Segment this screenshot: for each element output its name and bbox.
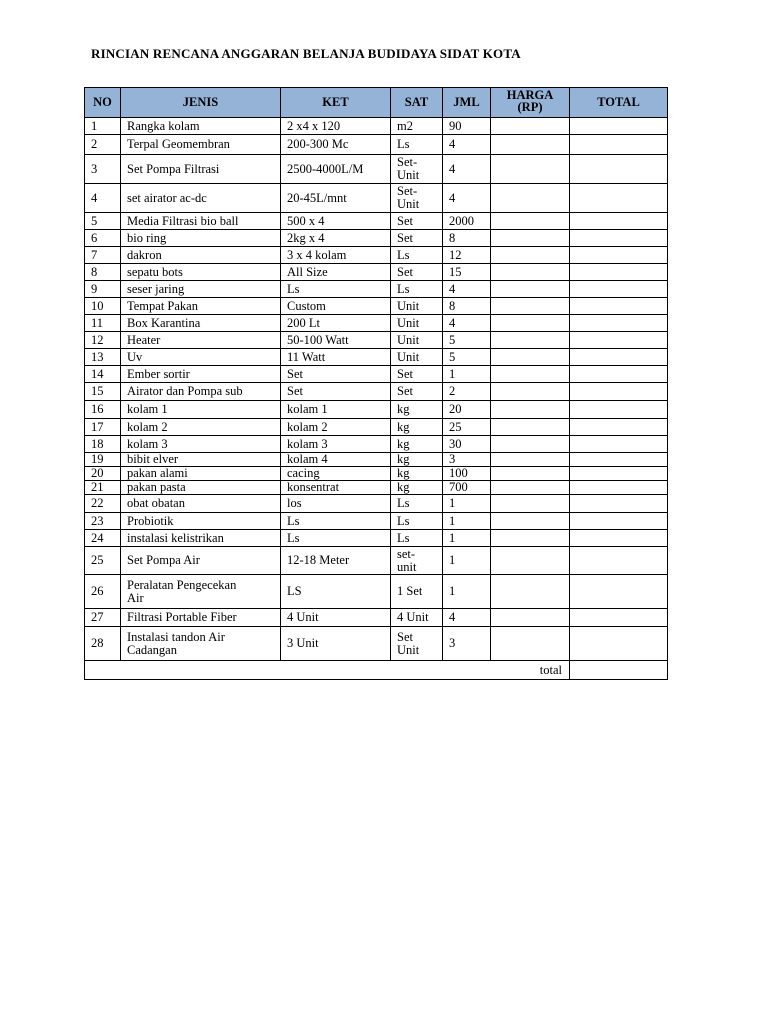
cell-jenis: set airator ac-dc [121, 184, 281, 213]
cell-harga[interactable] [491, 547, 570, 575]
table-row [85, 184, 668, 213]
total-label: total [85, 661, 570, 680]
cell-harga[interactable] [491, 575, 570, 609]
cell-harga[interactable] [491, 530, 570, 547]
cell-jml: 4 [443, 155, 491, 184]
cell-total[interactable] [570, 366, 668, 383]
cell-harga[interactable] [491, 315, 570, 332]
cell-total[interactable] [570, 247, 668, 264]
table-row [85, 366, 668, 383]
table-row [85, 230, 668, 247]
cell-harga[interactable] [491, 383, 570, 401]
cell-jml: 100 [443, 467, 491, 481]
header-harga-line2: (RP) [517, 100, 543, 114]
cell-sat: 1 Set [391, 575, 443, 609]
cell-total[interactable] [570, 436, 668, 453]
cell-jenis: sepatu bots [121, 264, 281, 281]
cell-jml: 20 [443, 401, 491, 419]
cell-total[interactable] [570, 155, 668, 184]
cell-harga[interactable] [491, 213, 570, 230]
cell-sat: set- unit [391, 547, 443, 575]
cell-harga[interactable] [491, 332, 570, 349]
cell-jenis: Box Karantina [121, 315, 281, 332]
cell-sat: Set [391, 230, 443, 247]
cell-total[interactable] [570, 298, 668, 315]
cell-harga[interactable] [491, 467, 570, 481]
cell-total[interactable] [570, 530, 668, 547]
cell-no: 5 [85, 213, 121, 230]
page-title: RINCIAN RENCANA ANGGARAN BELANJA BUDIDAYA SIDAT KOTA [91, 46, 521, 61]
table-row [85, 436, 668, 453]
header-no: NO [85, 88, 121, 118]
cell-sat: Unit [391, 298, 443, 315]
cell-jenis: Instalasi tandon Air Cadangan [121, 627, 281, 661]
cell-no: 8 [85, 264, 121, 281]
cell-jenis: dakron [121, 247, 281, 264]
budget-table [84, 87, 668, 680]
cell-total[interactable] [570, 627, 668, 661]
cell-ket: konsentrat [281, 481, 391, 495]
cell-harga[interactable] [491, 118, 570, 135]
cell-sat: Set- Unit [391, 184, 443, 213]
table-row [85, 627, 668, 661]
cell-no: 27 [85, 609, 121, 627]
cell-jenis: Peralatan Pengecekan Air [121, 575, 281, 609]
cell-jml: 12 [443, 247, 491, 264]
cell-ket: 200 Lt [281, 315, 391, 332]
cell-no: 2 [85, 135, 121, 155]
cell-jenis: kolam 3 [121, 436, 281, 453]
cell-total[interactable] [570, 184, 668, 213]
cell-jml: 1 [443, 547, 491, 575]
cell-jenis: Set Pompa Filtrasi [121, 155, 281, 184]
cell-jenis: Terpal Geomembran [121, 135, 281, 155]
cell-harga[interactable] [491, 155, 570, 184]
cell-jenis: Airator dan Pompa sub [121, 383, 281, 401]
table-row [85, 349, 668, 366]
cell-no: 17 [85, 419, 121, 436]
header-harga [491, 88, 570, 118]
cell-no: 3 [85, 155, 121, 184]
cell-total[interactable] [570, 230, 668, 247]
table-row [85, 383, 668, 401]
table-row [85, 467, 668, 481]
cell-total[interactable] [570, 547, 668, 575]
cell-sat: Set [391, 213, 443, 230]
cell-ket: 2 x4 x 120 [281, 118, 391, 135]
cell-jenis: kolam 1 [121, 401, 281, 419]
cell-jml: 2 [443, 383, 491, 401]
cell-harga[interactable] [491, 401, 570, 419]
cell-jml: 4 [443, 609, 491, 627]
cell-no: 16 [85, 401, 121, 419]
cell-total[interactable] [570, 575, 668, 609]
cell-jenis: bibit elver [121, 453, 281, 467]
cell-sat: Ls [391, 247, 443, 264]
cell-sat: Unit [391, 332, 443, 349]
cell-jenis: pakan pasta [121, 481, 281, 495]
cell-total[interactable] [570, 401, 668, 419]
cell-total[interactable] [570, 513, 668, 530]
cell-sat: kg [391, 401, 443, 419]
header-ket: KET [281, 88, 391, 118]
cell-jenis: Heater [121, 332, 281, 349]
cell-ket: Custom [281, 298, 391, 315]
cell-total[interactable] [570, 264, 668, 281]
cell-ket: los [281, 495, 391, 513]
cell-harga[interactable] [491, 481, 570, 495]
cell-no: 26 [85, 575, 121, 609]
cell-sat: Ls [391, 513, 443, 530]
cell-sat: Ls [391, 530, 443, 547]
cell-ket: 11 Watt [281, 349, 391, 366]
cell-harga[interactable] [491, 247, 570, 264]
table-row [85, 118, 668, 135]
table-row [85, 547, 668, 575]
cell-sat: Ls [391, 495, 443, 513]
cell-sat: Set- Unit [391, 155, 443, 184]
cell-harga[interactable] [491, 349, 570, 366]
cell-no: 21 [85, 481, 121, 495]
cell-no: 7 [85, 247, 121, 264]
header-jenis: JENIS [121, 88, 281, 118]
cell-jml: 1 [443, 366, 491, 383]
cell-jenis: Set Pompa Air [121, 547, 281, 575]
cell-jml: 1 [443, 530, 491, 547]
cell-sat: kg [391, 436, 443, 453]
cell-no: 6 [85, 230, 121, 247]
table-row [85, 609, 668, 627]
cell-harga[interactable] [491, 627, 570, 661]
cell-ket: 3 Unit [281, 627, 391, 661]
cell-harga[interactable] [491, 495, 570, 513]
cell-jenis: bio ring [121, 230, 281, 247]
table-header-row [85, 88, 668, 118]
cell-sat: Unit [391, 349, 443, 366]
cell-jml: 4 [443, 135, 491, 155]
cell-total[interactable] [570, 281, 668, 298]
cell-sat: Set [391, 383, 443, 401]
cell-jenis: kolam 2 [121, 419, 281, 436]
cell-no: 20 [85, 467, 121, 481]
cell-no: 10 [85, 298, 121, 315]
cell-sat: Set [391, 366, 443, 383]
cell-harga[interactable] [491, 281, 570, 298]
cell-ket: Ls [281, 281, 391, 298]
cell-total[interactable] [570, 495, 668, 513]
cell-jenis: Ember sortir [121, 366, 281, 383]
cell-harga[interactable] [491, 436, 570, 453]
cell-ket: kolam 4 [281, 453, 391, 467]
cell-harga[interactable] [491, 230, 570, 247]
cell-jenis: obat obatan [121, 495, 281, 513]
cell-sat: Unit [391, 315, 443, 332]
cell-no: 23 [85, 513, 121, 530]
table-row [85, 481, 668, 495]
total-row [85, 661, 668, 680]
cell-ket: 50-100 Watt [281, 332, 391, 349]
cell-total[interactable] [570, 213, 668, 230]
cell-jenis: Media Filtrasi bio ball [121, 213, 281, 230]
cell-jml: 700 [443, 481, 491, 495]
cell-ket: 2kg x 4 [281, 230, 391, 247]
cell-jenis: Probiotik [121, 513, 281, 530]
cell-sat: Ls [391, 281, 443, 298]
cell-harga[interactable] [491, 419, 570, 436]
cell-sat: kg [391, 419, 443, 436]
cell-no: 9 [85, 281, 121, 298]
header-jml: JML [443, 88, 491, 118]
cell-harga[interactable] [491, 184, 570, 213]
cell-no: 13 [85, 349, 121, 366]
cell-total[interactable] [570, 349, 668, 366]
cell-jenis: pakan alami [121, 467, 281, 481]
cell-no: 1 [85, 118, 121, 135]
cell-jenis: Filtrasi Portable Fiber [121, 609, 281, 627]
header-harga-line1: HARGA [506, 88, 554, 102]
table-row [85, 453, 668, 467]
cell-sat: m2 [391, 118, 443, 135]
cell-no: 22 [85, 495, 121, 513]
cell-total[interactable] [570, 481, 668, 495]
cell-ket: cacing [281, 467, 391, 481]
cell-ket: kolam 3 [281, 436, 391, 453]
cell-harga[interactable] [491, 609, 570, 627]
cell-jml: 90 [443, 118, 491, 135]
table-row [85, 401, 668, 419]
cell-no: 15 [85, 383, 121, 401]
cell-harga[interactable] [491, 135, 570, 155]
table-row [85, 332, 668, 349]
header-sat: SAT [391, 88, 443, 118]
cell-jml: 25 [443, 419, 491, 436]
cell-no: 28 [85, 627, 121, 661]
cell-jenis: seser jaring [121, 281, 281, 298]
cell-jml: 5 [443, 349, 491, 366]
cell-no: 11 [85, 315, 121, 332]
table-row [85, 530, 668, 547]
cell-no: 19 [85, 453, 121, 467]
table-row [85, 281, 668, 298]
cell-sat: Ls [391, 135, 443, 155]
cell-sat: 4 Unit [391, 609, 443, 627]
cell-ket: 20-45L/mnt [281, 184, 391, 213]
cell-total[interactable] [570, 609, 668, 627]
table-row [85, 315, 668, 332]
cell-jml: 30 [443, 436, 491, 453]
cell-jml: 1 [443, 575, 491, 609]
cell-harga[interactable] [491, 513, 570, 530]
table-row [85, 247, 668, 264]
cell-ket: 500 x 4 [281, 213, 391, 230]
cell-jml: 15 [443, 264, 491, 281]
cell-jml: 8 [443, 230, 491, 247]
table-row [85, 495, 668, 513]
cell-ket: Ls [281, 513, 391, 530]
cell-jenis: Tempat Pakan [121, 298, 281, 315]
cell-ket: 4 Unit [281, 609, 391, 627]
table-row [85, 135, 668, 155]
cell-jml: 4 [443, 315, 491, 332]
cell-ket: 200-300 Mc [281, 135, 391, 155]
cell-no: 25 [85, 547, 121, 575]
cell-jml: 2000 [443, 213, 491, 230]
cell-no: 24 [85, 530, 121, 547]
table-row [85, 298, 668, 315]
table-row [85, 155, 668, 184]
cell-no: 12 [85, 332, 121, 349]
cell-total[interactable] [570, 419, 668, 436]
table-row [85, 575, 668, 609]
cell-total[interactable] [570, 118, 668, 135]
cell-ket: Set [281, 383, 391, 401]
cell-harga[interactable] [491, 298, 570, 315]
cell-ket: kolam 2 [281, 419, 391, 436]
table-row [85, 213, 668, 230]
cell-ket: 12-18 Meter [281, 547, 391, 575]
cell-sat: Set [391, 264, 443, 281]
cell-total[interactable] [570, 315, 668, 332]
cell-jml: 1 [443, 495, 491, 513]
cell-sat: kg [391, 453, 443, 467]
cell-no: 18 [85, 436, 121, 453]
cell-total[interactable] [570, 332, 668, 349]
cell-ket: LS [281, 575, 391, 609]
cell-jenis: instalasi kelistrikan [121, 530, 281, 547]
cell-sat: kg [391, 481, 443, 495]
cell-jml: 4 [443, 184, 491, 213]
cell-jml: 1 [443, 513, 491, 530]
table-row [85, 513, 668, 530]
cell-sat: kg [391, 467, 443, 481]
cell-no: 14 [85, 366, 121, 383]
cell-jenis: Rangka kolam [121, 118, 281, 135]
cell-harga[interactable] [491, 264, 570, 281]
cell-sat: Set Unit [391, 627, 443, 661]
cell-total[interactable] [570, 467, 668, 481]
cell-total[interactable] [570, 135, 668, 155]
cell-ket: All Size [281, 264, 391, 281]
cell-ket: Ls [281, 530, 391, 547]
cell-ket: kolam 1 [281, 401, 391, 419]
cell-jenis: Uv [121, 349, 281, 366]
cell-jml: 5 [443, 332, 491, 349]
cell-jml: 4 [443, 281, 491, 298]
header-total: TOTAL [570, 88, 668, 118]
cell-total[interactable] [570, 453, 668, 467]
cell-ket: Set [281, 366, 391, 383]
cell-jml: 8 [443, 298, 491, 315]
cell-harga[interactable] [491, 453, 570, 467]
cell-ket: 3 x 4 kolam [281, 247, 391, 264]
cell-total[interactable] [570, 383, 668, 401]
grand-total-cell[interactable] [570, 661, 668, 680]
cell-jml: 3 [443, 453, 491, 467]
cell-ket: 2500-4000L/M [281, 155, 391, 184]
cell-harga[interactable] [491, 366, 570, 383]
cell-no: 4 [85, 184, 121, 213]
table-row [85, 264, 668, 281]
table-row [85, 419, 668, 436]
cell-jml: 3 [443, 627, 491, 661]
